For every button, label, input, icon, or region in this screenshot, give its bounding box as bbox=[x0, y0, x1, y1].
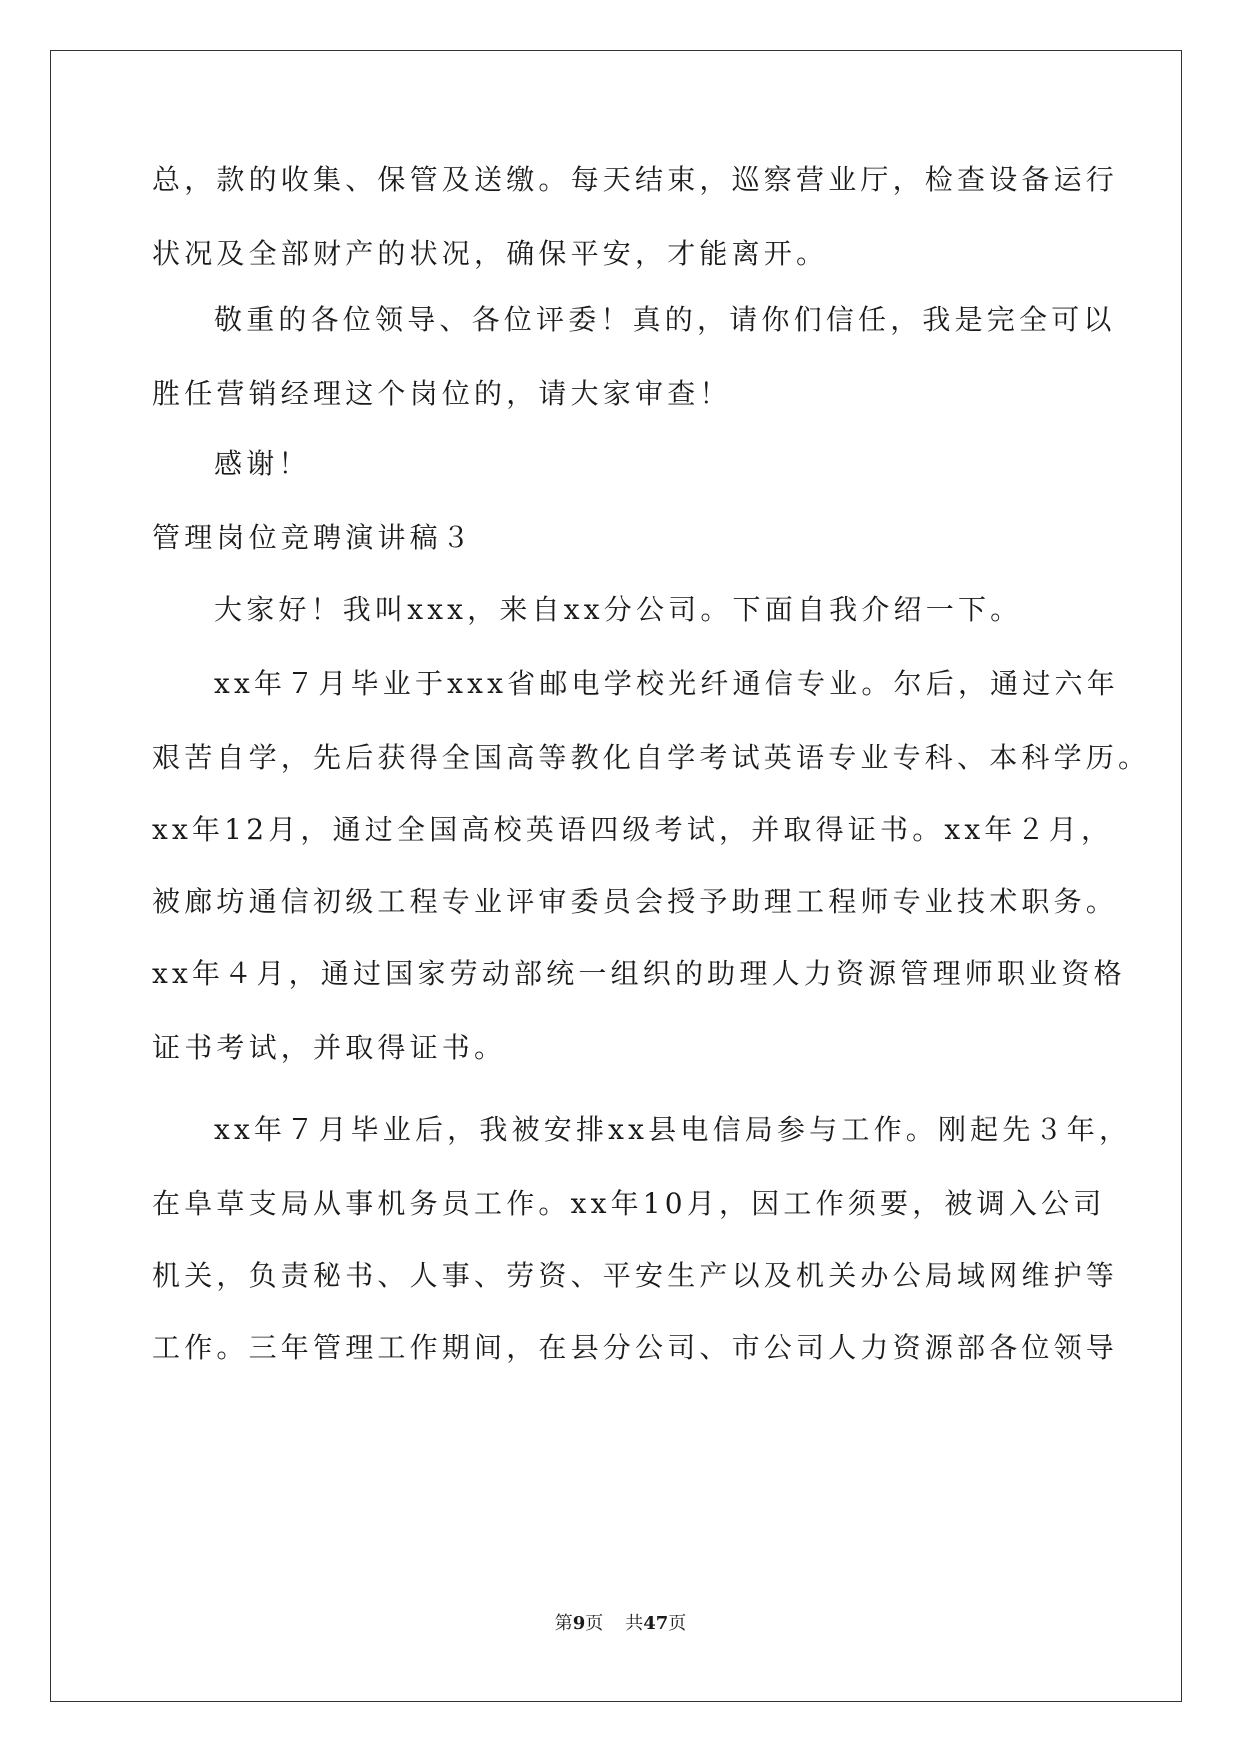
text-line: 被廊坊通信初级工程专业评审委员会授予助理工程师专业技术职务。 bbox=[152, 885, 1119, 918]
paragraph-start-line: 敬重的各位领导、各位评委！真的，请你们信任，我是完全可以 bbox=[214, 303, 1116, 336]
total-suffix: 页 bbox=[668, 1613, 687, 1634]
text-line: xx年４月，通过国家劳动部统一组织的助理人力资源管理师职业资格 bbox=[152, 957, 1126, 990]
page-prefix: 第 bbox=[554, 1613, 573, 1634]
page-number: 9 bbox=[572, 1613, 586, 1634]
paragraph-start-line: xx年７月毕业于xxx省邮电学校光纤通信专业。尔后，通过六年 bbox=[214, 667, 1119, 700]
section-heading: 管理岗位竞聘演讲稿３ bbox=[152, 521, 475, 554]
text-line: 证书考试，并取得证书。 bbox=[152, 1031, 507, 1064]
text-line: 在阜草支局从事机务员工作。xx年10月，因工作须要，被调入公司 bbox=[152, 1187, 1106, 1220]
text-line: 工作。三年管理工作期间，在县分公司、市公司人力资源部各位领导 bbox=[152, 1331, 1119, 1364]
paragraph-start-line: 大家好！我叫xxx，来自xx分公司。下面自我介绍一下。 bbox=[214, 593, 1023, 626]
text-line: 胜任营销经理这个岗位的，请大家审查！ bbox=[152, 377, 732, 410]
total-prefix: 共 bbox=[625, 1613, 644, 1634]
text-line: xx年12月，通过全国高校英语四级考试，并取得证书。xx年２月， bbox=[152, 813, 1114, 846]
paragraph-start-line: 感谢！ bbox=[214, 447, 311, 480]
page-footer bbox=[0, 1612, 1241, 1636]
text-line: 总，款的收集、保管及送缴。每天结束，巡察营业厅，检查设备运行 bbox=[152, 163, 1119, 196]
text-line: 机关，负责秘书、人事、劳资、平安生产以及机关办公局域网维护等 bbox=[152, 1259, 1119, 1292]
page-border bbox=[50, 50, 1182, 1702]
text-line: 状况及全部财产的状况，确保平安，才能离开。 bbox=[152, 237, 829, 270]
text-line: 艰苦自学，先后获得全国高等教化自学考试英语专业专科、本科学历。 bbox=[152, 741, 1151, 774]
paragraph-start-line: xx年７月毕业后，我被安排xx县电信局参与工作。刚起先３年， bbox=[214, 1113, 1132, 1146]
total-pages: 47 bbox=[643, 1613, 669, 1634]
page-suffix: 页 bbox=[585, 1613, 604, 1634]
